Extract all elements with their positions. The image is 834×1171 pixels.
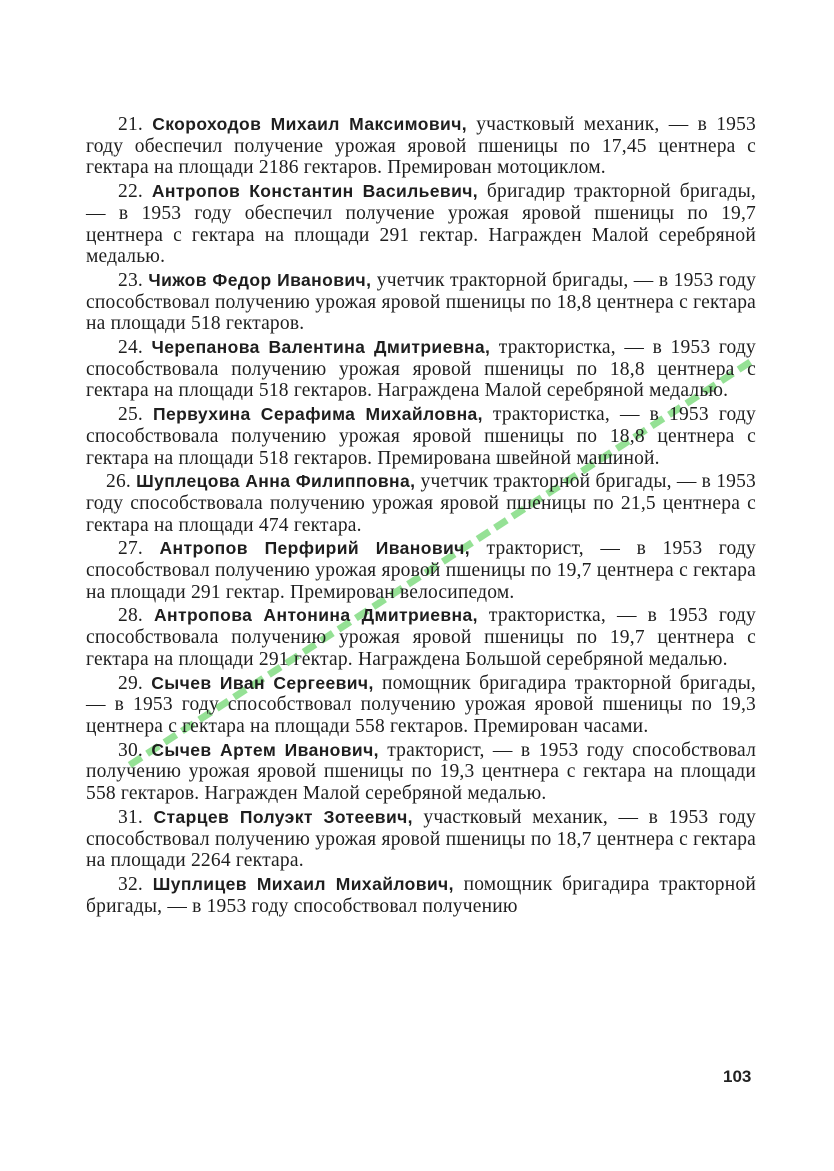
entry-text: тракторист, — в 1953 году способствовал получению урожая яровой пшеницы по 19,7 центнера с гектара на площади 291 гектар. Премирован велосипедом.	[86, 538, 756, 603]
entry-text: трактористка, — в 1953 году способствовала получению урожая яровой пшеницы по 19,7 центнера с гектара на площади 291 гектар. Награждена Большой серебряной медалью.	[86, 605, 756, 670]
entry-name: Чижов Федор Иванович,	[148, 269, 372, 290]
list-item	[86, 471, 756, 536]
list-item	[86, 673, 756, 738]
list-item	[86, 807, 756, 872]
entry-text: помощник бригадира тракторной бригады, — в 1953 году способствовал получению	[86, 873, 756, 917]
list-item	[86, 337, 756, 402]
entry-number: 27.	[118, 538, 143, 560]
entry-text: трактористка, — в 1953 году способствовала получению урожая яровой пшеницы по 18,8 центнера с гектара на площади 518 гектаров. Премирована швейной машиной.	[86, 404, 756, 469]
entry-number: 26.	[106, 471, 131, 493]
entry-name: Сычев Иван Сергеевич,	[151, 672, 374, 693]
list-item	[86, 114, 756, 179]
list-item	[86, 874, 756, 917]
entry-text: учетчик тракторной бригады, — в 1953 году способствовал получению урожая яровой пшеницы по 18,8 центнера с гектара на площади 518 гектаров.	[86, 269, 757, 335]
entry-number: 29.	[118, 672, 143, 694]
list-item	[86, 181, 756, 268]
entry-number: 24.	[118, 337, 143, 359]
entry-name: Антропова Антонина Дмитриевна,	[153, 605, 478, 626]
entry-text: тракторист, — в 1953 году способствовал получению урожая яровой пшеницы по 19,3 центнера с гектара на площади 558 гектаров. Награжден Малой серебряной медалью.	[86, 739, 757, 805]
entry-name: Первухина Серафима Михайловна,	[152, 404, 483, 425]
entry-number: 28.	[118, 605, 143, 627]
entry-number: 21.	[118, 114, 143, 135]
list-item	[86, 538, 756, 603]
entry-name: Скороходов Михаил Максимович,	[152, 114, 468, 134]
entry-number: 30.	[118, 739, 143, 761]
entry-name: Старцев Полуэкт Зотеевич,	[153, 806, 413, 827]
list-item	[86, 404, 756, 469]
entry-text: помощник бригадира тракторной бригады, — в 1953 году способствовал получению урожая яровой пшеницы по 19,3 центнера с гектара на площади 558 гектаров. Премирован часами.	[86, 672, 757, 737]
list-item	[86, 270, 756, 335]
entry-number: 22.	[118, 181, 143, 203]
list-item	[86, 605, 756, 670]
entry-name: Антропов Константин Васильевич,	[151, 181, 479, 202]
list-item	[86, 740, 756, 805]
entry-name: Антропов Перфирий Иванович,	[159, 538, 470, 559]
entry-text: участковый механик, — в 1953 году способствовал получению урожая яровой пшеницы по 18,7 центнера с гектара на площади 2264 гектара.	[86, 806, 757, 872]
entry-name: Черепанова Валентина Дмитриевна,	[151, 337, 491, 358]
entry-text: трактористка, — в 1953 году способствовала получению урожая яровой пшеницы по 18,8 центнера с гектара на площади 518 гектаров. Награждена Малой серебряной медалью.	[86, 337, 756, 402]
award-list	[86, 114, 756, 919]
entry-number: 23.	[118, 269, 143, 291]
entry-text: участковый механик, — в 1953 году обеспечил получение урожая яровой пшеницы по 17,45 центнера с гектара на площади 2186 гектаров. Премирован мотоциклом.	[86, 114, 756, 179]
entry-name: Сычев Артем Иванович,	[151, 739, 379, 760]
entry-number: 32.	[118, 873, 143, 895]
entry-number: 25.	[118, 404, 143, 426]
entry-text: учетчик тракторной бригады, — в 1953 году способствовала получению урожая яровой пшеницы по 21,5 центнера с гектара на площади 474 гектара.	[86, 471, 757, 536]
page-number: 103	[723, 1067, 752, 1086]
entry-name: Шуплецова Анна Филипповна,	[136, 471, 416, 492]
entry-text: бригадир тракторной бригады, — в 1953 году обеспечил получение урожая яровой пшеницы по 19,7 центнера с гектара на площади 291 гектар. Награжден Малой серебряной медалью.	[86, 181, 757, 268]
entry-name: Шуплицев Михаил Михайлович,	[152, 873, 454, 894]
entry-number: 31.	[118, 806, 143, 828]
